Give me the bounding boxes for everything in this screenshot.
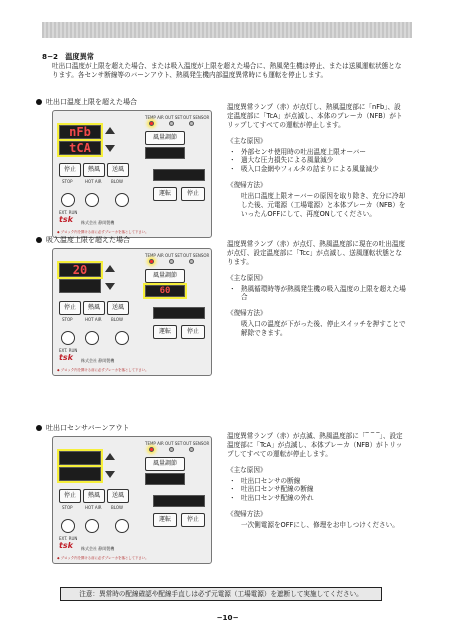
label-blow-en: BLOW	[111, 317, 123, 322]
description-2	[227, 240, 407, 345]
label-temp-air: TEMP AIR	[145, 441, 164, 446]
description-1	[227, 103, 407, 226]
display-hot-air-temp: 20	[59, 263, 101, 277]
cause-item: ・ 吐出口センサの断線	[227, 477, 407, 486]
display-air-volume	[145, 147, 185, 159]
cause-title: 《主な原因》	[227, 465, 267, 474]
page-number: −10−	[216, 613, 239, 622]
logo-tsk: tsk	[59, 353, 73, 363]
label-out-set: OUT SET	[165, 253, 183, 258]
description-3	[227, 432, 407, 537]
run-button[interactable]: 運転	[153, 325, 177, 339]
label-out-sensor: OUT SENSOR	[183, 253, 210, 258]
cause-title: 《主な原因》	[227, 136, 267, 145]
stop-button[interactable]: 停止	[59, 163, 81, 177]
display-set-temp	[59, 279, 101, 293]
header-bar	[42, 22, 412, 38]
display-timer	[153, 307, 205, 319]
panel-warning: ◆ ブロック内を開ける前に必ずブレーカを落として下さい。	[57, 230, 149, 235]
desc-text: 温度異常ランプ（赤）が点灯し、熱風温度部に「nFb」、設定温度部に「TcA」が点滅し、本体のブレーカ（NFB）がトリップしてすべての運転が停止します。	[227, 103, 403, 129]
fix-text: 吸入口の温度が下がった後、停止スイッチを押すことで解除できます。	[241, 320, 406, 338]
air-volume-button[interactable]: 風量調節	[145, 457, 185, 471]
desc-text: 温度異常ランプ（赤）が点滅、熱風温度部に「‾ ‾ ‾」、設定温度部に「TcA」が点滅し、本体ブレーカ（NFB）がトリップしてすべての運転が停止します。	[227, 432, 403, 458]
label-out-sensor: OUT SENSOR	[183, 441, 210, 446]
cause-item: ・ 吸入口金網やフィルタの詰まりによる風量減少	[227, 165, 407, 174]
control-panel-3	[52, 436, 212, 564]
display-timer	[153, 169, 205, 181]
label-ext-run: EXT. RUN	[59, 536, 78, 541]
blow-button[interactable]: 送風	[107, 489, 129, 503]
down-arrow-icon[interactable]	[105, 471, 115, 478]
control-panel-1	[52, 110, 212, 238]
label-ext-run: EXT. RUN	[59, 210, 78, 215]
caution-note: 注意：異常時の配線確認や配線手直しは必ず元電源（工場電源）を遮断して実施してください。	[60, 587, 382, 601]
section-title: 8−2 温度異常	[42, 52, 94, 61]
run-button[interactable]: 運転	[153, 187, 177, 201]
cause-item: ・ 吐出口センサ配線の断線	[227, 485, 407, 494]
display-set-temp: tCA	[59, 141, 101, 155]
display-hot-air-temp: nFb	[59, 125, 101, 139]
temp-alarm-led	[149, 447, 154, 452]
label-temp-air: TEMP AIR	[145, 253, 164, 258]
display-hot-air-temp	[59, 451, 101, 465]
label-stop-en: STOP	[62, 317, 73, 322]
hot-air-button[interactable]: 熱風	[83, 489, 105, 503]
bullet-icon	[36, 99, 42, 105]
out-set-led	[169, 121, 174, 126]
label-blow-en: BLOW	[111, 179, 123, 184]
stop-button[interactable]: 停止	[59, 489, 81, 503]
fix-title: 《復帰方法》	[227, 309, 267, 318]
desc-text: 温度異常ランプ（赤）が点灯、熱風温度部に現在の吐出温度が点灯、設定温度部に「Tcc」が点滅し、送風運転状態となります。	[227, 240, 406, 266]
fix-title: 《復帰方法》	[227, 181, 267, 190]
cause-title: 《主な原因》	[227, 273, 267, 282]
display-set-temp	[59, 467, 101, 481]
stop2-button[interactable]: 停止	[181, 513, 205, 527]
up-arrow-icon[interactable]	[105, 453, 115, 460]
temp-alarm-led	[149, 121, 154, 126]
cause-list	[227, 477, 407, 504]
stop2-button[interactable]: 停止	[181, 187, 205, 201]
mode-switch[interactable]	[85, 193, 99, 207]
cause-item: ・ 熱風循環時等が熱風発生機の吸入温度の上限を超えた場合	[227, 285, 407, 303]
label-out-sensor: OUT SENSOR	[183, 115, 210, 120]
label-hot-air-en: HOT AIR	[85, 317, 102, 322]
label-blow-en: BLOW	[111, 505, 123, 510]
air-volume-button[interactable]: 風量調節	[145, 131, 185, 145]
subheading-3	[36, 424, 129, 433]
display-air-volume: 60	[145, 285, 185, 297]
logo-tsk: tsk	[59, 215, 73, 225]
down-arrow-icon[interactable]	[105, 283, 115, 290]
subheading-text: 吐出口温度上限を超えた場合	[46, 98, 137, 106]
control-panel-2	[52, 248, 212, 376]
subheading-text: 吸入温度上限を超えた場合	[46, 236, 130, 244]
blow-button[interactable]: 送風	[107, 301, 129, 315]
timer-switch[interactable]	[115, 519, 129, 533]
out-set-led	[169, 447, 174, 452]
panel-warning: ◆ ブロック内を開ける前に必ずブレーカを落として下さい。	[57, 556, 149, 561]
up-arrow-icon[interactable]	[105, 127, 115, 134]
down-arrow-icon[interactable]	[105, 145, 115, 152]
label-hot-air-en: HOT AIR	[85, 179, 102, 184]
stop2-button[interactable]: 停止	[181, 325, 205, 339]
label-out-set: OUT SET	[165, 115, 183, 120]
company-name: 株式会社 静岡製機	[81, 357, 115, 363]
intro-text: 吐出口温度が上限を超えた場合、または吸入温度が上限を超えた場合に、熱風発生機は停止、または送風運転状態となります。各センサ断線等のバーンアウト、熱風発生機内部温度異常時にも運転を停止します。	[52, 62, 402, 79]
bullet-icon	[36, 237, 42, 243]
air-volume-button[interactable]: 風量調節	[145, 269, 185, 283]
panel-warning: ◆ ブロック内を開ける前に必ずブレーカを落として下さい。	[57, 368, 149, 373]
fix-text: 一次側電源をOFFにし、修理をお申しつけください。	[241, 521, 399, 530]
label-ext-run: EXT. RUN	[59, 348, 78, 353]
cause-item: ・ 外部センサ使用時の吐出温度上限オーバー	[227, 148, 407, 157]
ext-run-switch[interactable]	[61, 331, 75, 345]
mode-switch[interactable]	[85, 331, 99, 345]
cause-item: ・ 過大な圧力損失による風量減少	[227, 156, 407, 165]
temp-alarm-led	[149, 259, 154, 264]
ext-run-switch[interactable]	[61, 519, 75, 533]
ext-run-switch[interactable]	[61, 193, 75, 207]
out-sensor-led	[189, 259, 194, 264]
blow-button[interactable]: 送風	[107, 163, 129, 177]
logo-tsk: tsk	[59, 541, 73, 551]
subheading-text: 吐出口センサバーンアウト	[46, 424, 130, 432]
cause-list	[227, 285, 407, 303]
fix-title: 《復帰方法》	[227, 510, 267, 519]
subheading-1	[36, 98, 137, 107]
run-button[interactable]: 運転	[153, 513, 177, 527]
label-out-set: OUT SET	[165, 441, 183, 446]
timer-switch[interactable]	[115, 193, 129, 207]
subheading-2	[36, 236, 130, 245]
display-timer	[153, 495, 205, 507]
hot-air-button[interactable]: 熱風	[83, 301, 105, 315]
company-name: 株式会社 静岡製機	[81, 219, 115, 225]
up-arrow-icon[interactable]	[105, 265, 115, 272]
label-stop-en: STOP	[62, 505, 73, 510]
out-sensor-led	[189, 447, 194, 452]
display-air-volume	[145, 473, 185, 485]
hot-air-button[interactable]: 熱風	[83, 163, 105, 177]
bullet-icon	[36, 425, 42, 431]
label-hot-air-en: HOT AIR	[85, 505, 102, 510]
stop-button[interactable]: 停止	[59, 301, 81, 315]
label-stop-en: STOP	[62, 179, 73, 184]
cause-list	[227, 148, 407, 175]
timer-switch[interactable]	[115, 331, 129, 345]
cause-item: ・ 吐出口センサ配線の外れ	[227, 494, 407, 503]
fix-text: 吐出口温度上限オーバーの原因を取り除き、充分に冷却した後、元電源（工場電源）と本体ブレーカ（NFB）をいったんOFFにして、再度ONしてください。	[241, 192, 406, 218]
out-set-led	[169, 259, 174, 264]
mode-switch[interactable]	[85, 519, 99, 533]
company-name: 株式会社 静岡製機	[81, 545, 115, 551]
out-sensor-led	[189, 121, 194, 126]
label-temp-air: TEMP AIR	[145, 115, 164, 120]
